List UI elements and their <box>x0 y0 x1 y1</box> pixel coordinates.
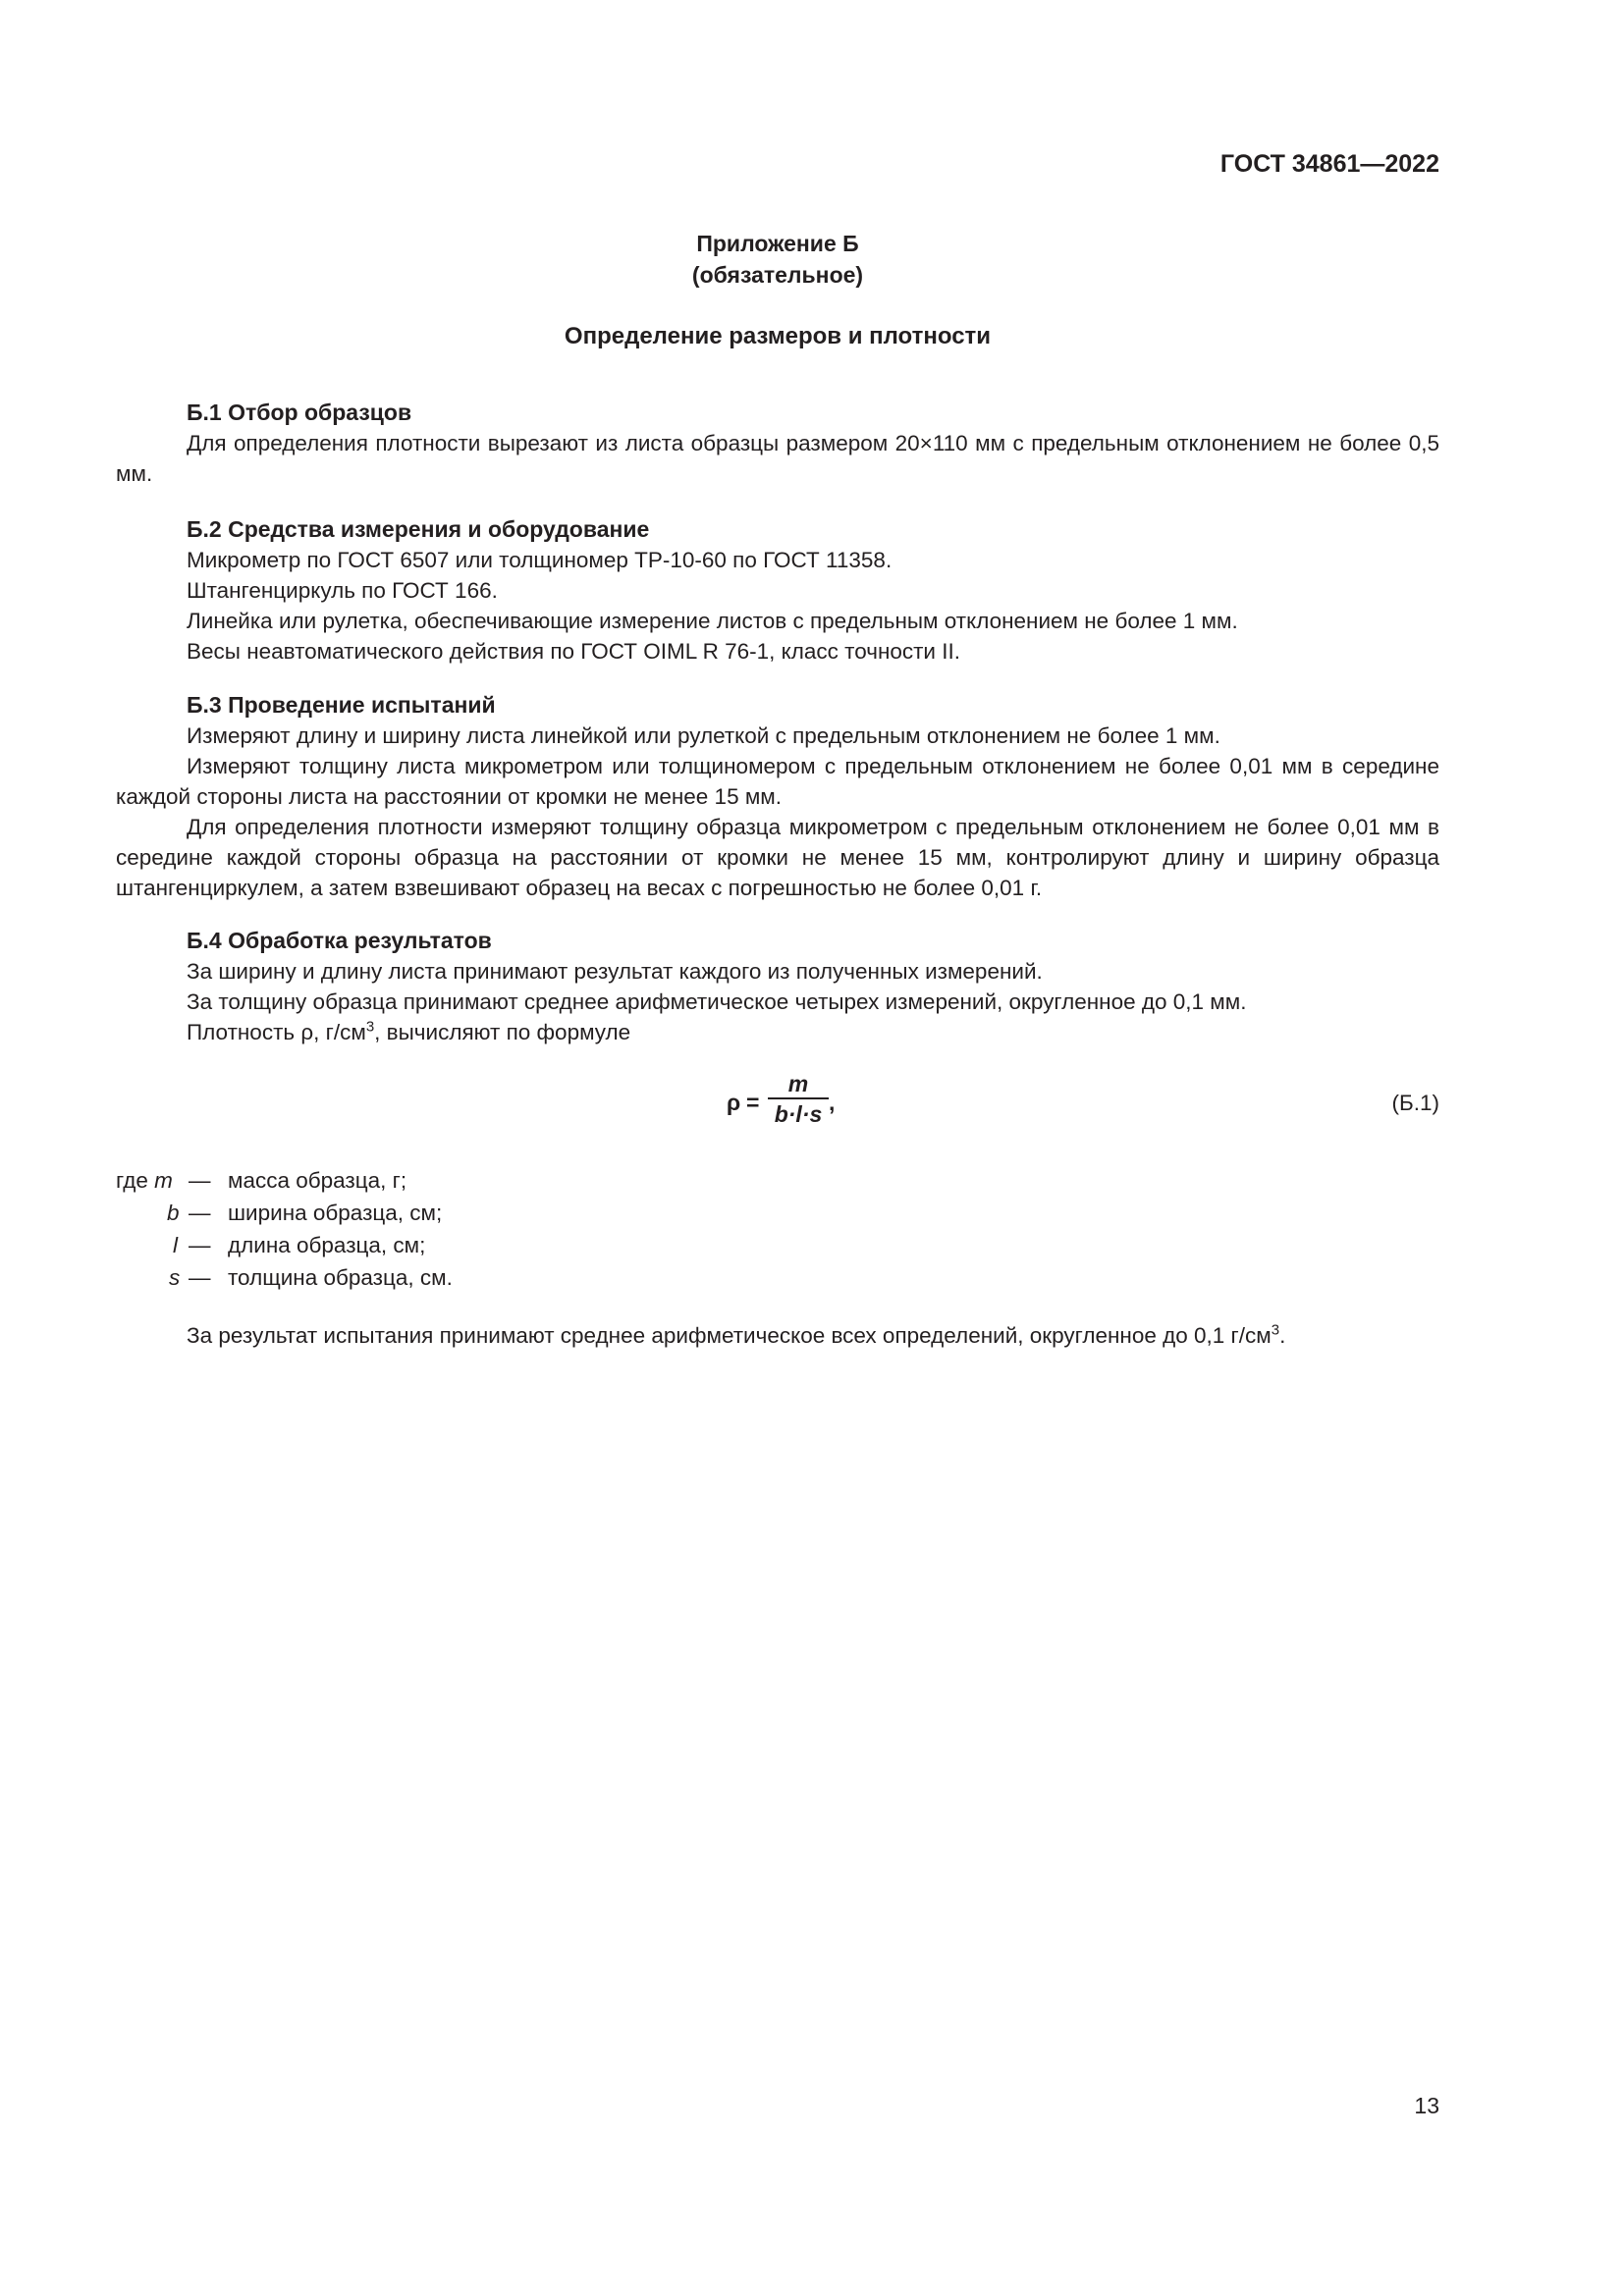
formula-comma: , <box>829 1090 836 1115</box>
legend-row <box>116 1262 1098 1295</box>
density-text: Плотность ρ, г/см <box>187 1020 366 1044</box>
legend-description: толщина образца, см. <box>228 1265 453 1290</box>
section-b3-title: Б.3 Проведение испытаний <box>187 692 496 718</box>
formula-fraction <box>768 1070 829 1129</box>
section-b2-line-3: Линейка или рулетка, обеспечивающие измерение листов с предельным отклонением не более 1 мм. <box>187 609 1238 633</box>
legend-row <box>116 1230 1098 1262</box>
density-text-end: , вычисляют по формуле <box>374 1020 631 1044</box>
section-b4 <box>116 926 1439 1047</box>
result-end: . <box>1279 1323 1286 1348</box>
section-b4-line-2: За толщину образца принимают среднее арифметическое четырех измерений, округленное до 0,1 мм. <box>187 989 1247 1014</box>
section-b1 <box>116 398 1439 489</box>
section-b3-paragraph-3: Для определения плотности измеряют толщину образца микрометром с предельным отклонением не более 0,01 мм в середине каждой стороны образца на расстоянии от кромки не менее 15 мм, контролируют длину и ширину образца штангенциркулем, а затем взвешивают образец на весах с погрешностью не более 0,01 г. <box>116 815 1439 900</box>
legend-description: ширина образца, см; <box>228 1201 443 1225</box>
section-b4-line-3 <box>116 1017 1439 1047</box>
section-b2-line-4: Весы неавтоматического действия по ГОСТ OIML R 76-1, класс точности II. <box>187 639 961 664</box>
section-b4-title: Б.4 Обработка результатов <box>187 928 492 953</box>
legend-prefix-text: где <box>116 1168 148 1193</box>
formula-denominator: b·l·s <box>774 1101 823 1127</box>
formula-number: (Б.1) <box>1391 1091 1439 1115</box>
section-b3-paragraph-1: Измеряют длину и ширину листа линейкой или рулеткой с предельным отклонением не более 1 мм. <box>187 723 1220 748</box>
legend-dash: — <box>189 1201 211 1225</box>
legend-dash: — <box>189 1265 211 1290</box>
appendix-title: Приложение Б <box>696 231 859 256</box>
appendix-status: (обязательное) <box>691 262 864 288</box>
section-b1-title: Б.1 Отбор образцов <box>187 400 412 425</box>
section-b4-line-1: За ширину и длину листа принимают результат каждого из полученных измерений. <box>187 959 1043 984</box>
density-unit-superscript: 3 <box>365 1018 375 1036</box>
legend-description: длина образца, см; <box>228 1233 426 1257</box>
legend-dash: — <box>189 1168 211 1193</box>
legend-description: масса образца, г; <box>228 1168 407 1193</box>
section-b1-paragraph: Для определения плотности вырезают из листа образцы размером 20×110 мм с предельным отклонением не более 0,5 мм. <box>116 431 1439 486</box>
legend-symbol: m <box>154 1168 173 1193</box>
formula-rho: ρ <box>727 1090 741 1115</box>
legend-row <box>116 1198 1098 1230</box>
section-b3-paragraph-2: Измеряют толщину листа микрометром или толщиномером с предельным отклонением не более 0,01 мм в середине каждой стороны листа на расстоянии от кромки не менее 15 мм. <box>116 754 1439 809</box>
legend-symbol: b <box>167 1201 180 1225</box>
section-b3 <box>116 690 1439 903</box>
legend-symbol: l <box>173 1233 178 1257</box>
formula-legend <box>116 1165 1098 1295</box>
result-paragraph <box>116 1320 1439 1351</box>
legend-symbol: s <box>169 1265 181 1290</box>
legend-prefix <box>116 1165 173 1196</box>
section-b2-line-2: Штангенциркуль по ГОСТ 166. <box>187 578 498 603</box>
formula-equals: = <box>746 1090 760 1115</box>
section-b2-title: Б.2 Средства измерения и оборудование <box>187 516 650 542</box>
result-text: За результат испытания принимают среднее арифметическое всех определений, округленное до 0,1 г/см <box>187 1323 1272 1348</box>
page-number: 13 <box>1414 2093 1439 2118</box>
result-superscript: 3 <box>1271 1321 1280 1339</box>
legend-dash: — <box>189 1233 211 1257</box>
appendix-heading: Определение размеров и плотности <box>564 323 992 349</box>
document-standard-number: ГОСТ 34861—2022 <box>1219 150 1439 178</box>
formula-numerator: m <box>787 1071 809 1096</box>
legend-row <box>116 1165 1098 1198</box>
section-b2 <box>116 514 1439 667</box>
section-b2-line-1: Микрометр по ГОСТ 6507 или толщиномер ТР-10-60 по ГОСТ 11358. <box>187 548 893 572</box>
